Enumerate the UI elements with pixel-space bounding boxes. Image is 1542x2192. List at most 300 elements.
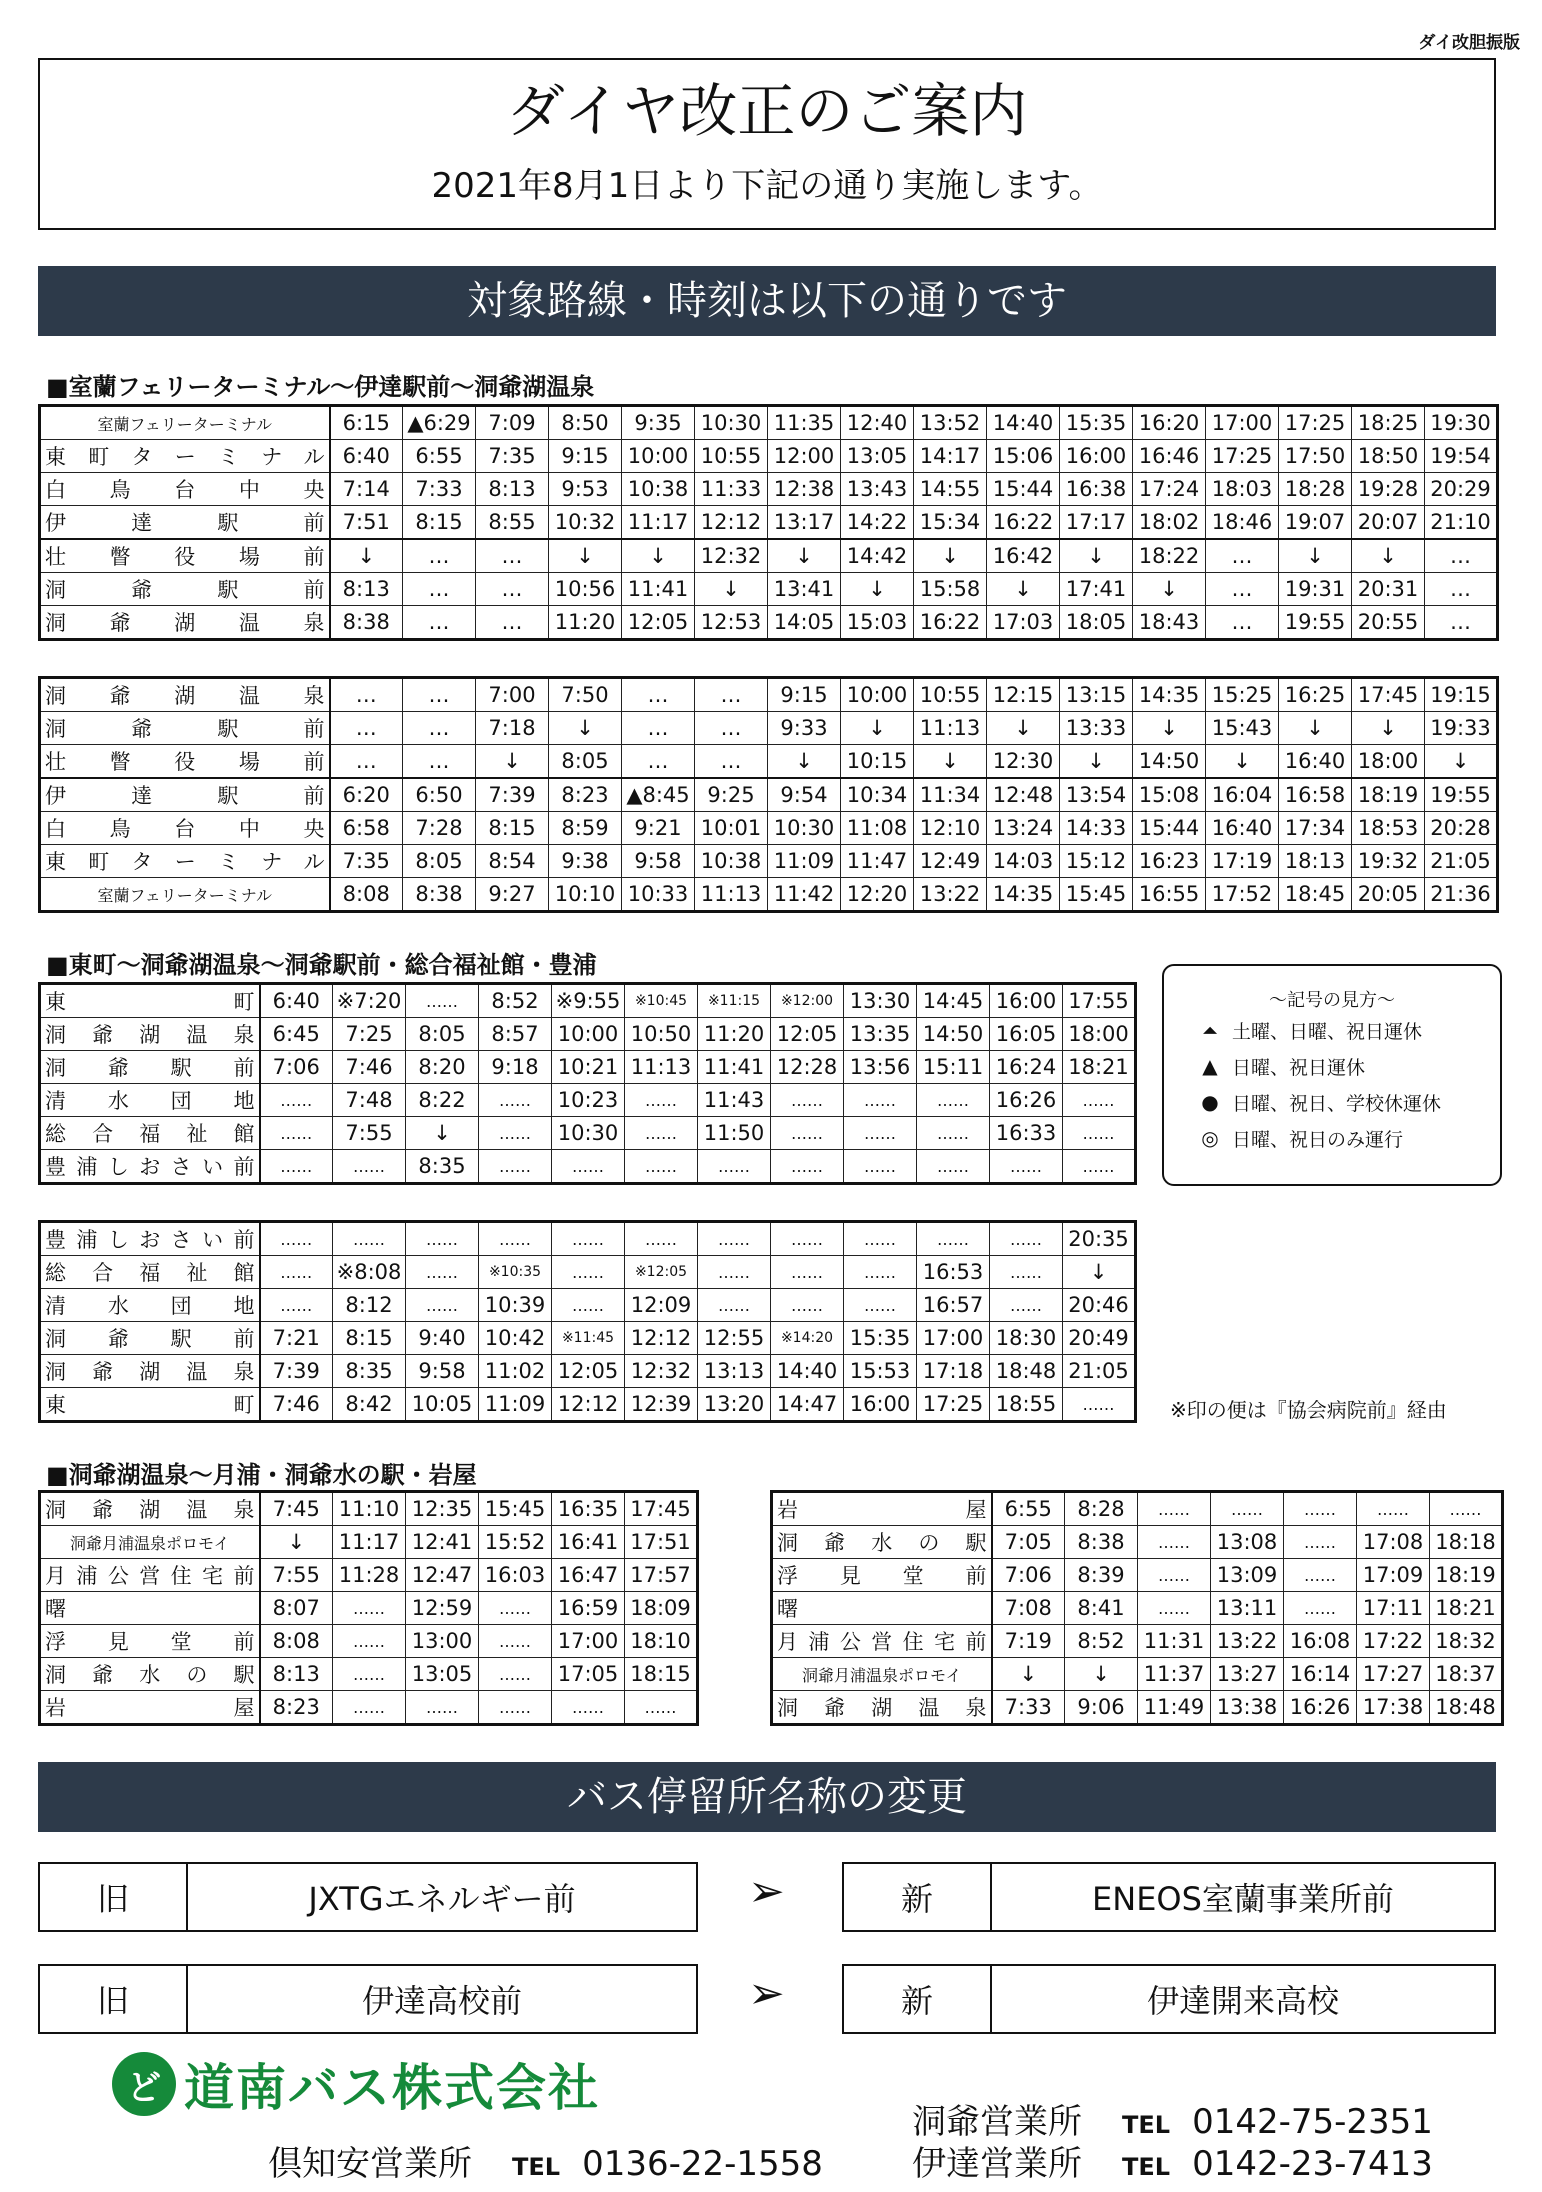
departure-time: 20:31 <box>1352 573 1425 606</box>
departure-time: 17:55 <box>1063 984 1136 1018</box>
departure-time: ※8:08 <box>333 1256 406 1289</box>
departure-time: 16:20 <box>1133 406 1206 440</box>
departure-time: … <box>622 745 695 779</box>
departure-time: 18:28 <box>1279 473 1352 506</box>
departure-time: 17:09 <box>1357 1559 1430 1592</box>
departure-time: 21:36 <box>1425 878 1498 912</box>
departure-time: 17:19 <box>1206 845 1279 878</box>
stop-name: 洞爺駅前 <box>40 1051 260 1084</box>
departure-time: 8:38 <box>330 606 403 640</box>
timetable-row <box>40 406 1498 440</box>
departure-time: 16:41 <box>552 1526 625 1559</box>
route2-note: ※印の便は『協会病院前』経由 <box>1170 1398 1447 1422</box>
departure-time: 14:47 <box>771 1388 844 1422</box>
departure-time: …… <box>1430 1492 1503 1526</box>
departure-time: 7:39 <box>476 778 549 812</box>
departure-time: …… <box>552 1222 625 1256</box>
departure-time: 18:00 <box>1352 745 1425 779</box>
departure-time: …… <box>552 1150 625 1184</box>
departure-time: 13:38 <box>1211 1691 1284 1725</box>
departure-time: 13:20 <box>698 1388 771 1422</box>
departure-time: …… <box>406 1691 479 1725</box>
timetable-row <box>772 1526 1503 1559</box>
stop-name: 総合福祉館 <box>40 1117 260 1150</box>
departure-time: 17:45 <box>625 1492 698 1526</box>
departure-time: …… <box>479 1691 552 1725</box>
departure-time: ※10:45 <box>625 984 698 1018</box>
old-name-box <box>38 1964 698 2034</box>
departure-time: … <box>1425 573 1498 606</box>
departure-time: ↓ <box>695 573 768 606</box>
departure-time: ↓ <box>1279 712 1352 745</box>
new-label: 新 <box>844 1864 992 1930</box>
departure-time: 18:00 <box>1063 1018 1136 1051</box>
departure-time: …… <box>1138 1492 1211 1526</box>
page-subtitle: 2021年8月1日より下記の通り実施します。 <box>431 166 1103 206</box>
departure-time: …… <box>844 1256 917 1289</box>
departure-time: …… <box>479 1117 552 1150</box>
departure-time: ↓ <box>987 712 1060 745</box>
departure-time: 16:40 <box>1206 812 1279 845</box>
departure-time: …… <box>1138 1526 1211 1559</box>
departure-time: 15:03 <box>841 606 914 640</box>
departure-time: 7:21 <box>260 1322 333 1355</box>
departure-time: 14:45 <box>917 984 990 1018</box>
departure-time: 18:22 <box>1133 539 1206 573</box>
departure-time: 10:33 <box>622 878 695 912</box>
departure-time: 14:35 <box>987 878 1060 912</box>
departure-time: 8:23 <box>260 1691 333 1725</box>
departure-time: 12:53 <box>695 606 768 640</box>
stop-name: 洞爺湖温泉 <box>40 1018 260 1051</box>
office-name: 倶知安営業所 <box>268 2144 472 2184</box>
departure-time: … <box>330 745 403 779</box>
departure-time: 14:05 <box>768 606 841 640</box>
departure-time: 16:38 <box>1060 473 1133 506</box>
departure-time: 15:06 <box>987 440 1060 473</box>
departure-time: 9:58 <box>622 845 695 878</box>
office-name: 洞爺営業所 <box>912 2102 1082 2142</box>
stop-name: 月浦公営住宅前 <box>40 1559 260 1592</box>
departure-time: 16:14 <box>1284 1658 1357 1691</box>
legend-text: 土曜、日曜、祝日運休 <box>1232 1020 1423 1043</box>
departure-time: 13:52 <box>914 406 987 440</box>
departure-time: 12:30 <box>987 745 1060 779</box>
departure-time: …… <box>844 1289 917 1322</box>
departure-time: 12:12 <box>695 506 768 540</box>
departure-time: 11:43 <box>698 1084 771 1117</box>
timetable-row <box>40 1526 698 1559</box>
departure-time: ↓ <box>622 539 695 573</box>
departure-time: …… <box>479 1222 552 1256</box>
departure-time: 18:18 <box>1430 1526 1503 1559</box>
departure-time: ↓ <box>1352 712 1425 745</box>
departure-time: … <box>403 539 476 573</box>
departure-time: 11:02 <box>479 1355 552 1388</box>
departure-time: 13:15 <box>1060 678 1133 712</box>
stop-name: 東町ターミナル <box>40 845 330 878</box>
departure-time: 16:04 <box>1206 778 1279 812</box>
departure-time: 18:43 <box>1133 606 1206 640</box>
departure-time: 16:40 <box>1279 745 1352 779</box>
departure-time: 10:00 <box>622 440 695 473</box>
departure-time: 10:15 <box>841 745 914 779</box>
departure-time: 6:20 <box>330 778 403 812</box>
departure-time: 8:15 <box>403 506 476 540</box>
departure-time: 6:58 <box>330 812 403 845</box>
departure-time: 11:20 <box>698 1018 771 1051</box>
header-note: ダイ改胆振版 <box>1418 33 1520 53</box>
departure-time: 15:45 <box>479 1492 552 1526</box>
departure-time: 14:22 <box>841 506 914 540</box>
departure-time: ↓ <box>260 1526 333 1559</box>
departure-time: 17:57 <box>625 1559 698 1592</box>
departure-time: 21:05 <box>1063 1355 1136 1388</box>
departure-time: …… <box>1063 1150 1136 1184</box>
departure-time: 18:25 <box>1352 406 1425 440</box>
new-name-box <box>842 1862 1496 1932</box>
departure-time: 18:19 <box>1430 1559 1503 1592</box>
timetable-row <box>772 1559 1503 1592</box>
departure-time: … <box>695 678 768 712</box>
stop-name: 曙 <box>40 1592 260 1625</box>
departure-time: 11:13 <box>695 878 768 912</box>
departure-time: …… <box>917 1222 990 1256</box>
departure-time: 15:34 <box>914 506 987 540</box>
departure-time: …… <box>1063 1388 1136 1422</box>
departure-time: 17:38 <box>1357 1691 1430 1725</box>
departure-time: … <box>622 712 695 745</box>
departure-time: 10:42 <box>479 1322 552 1355</box>
departure-time: 7:51 <box>330 506 403 540</box>
timetable-row <box>40 1222 1136 1256</box>
departure-time: …… <box>260 1117 333 1150</box>
timetable-row <box>40 1289 1136 1322</box>
timetable-row <box>40 606 1498 640</box>
double-triangle-icon: ⏶ <box>1202 1018 1218 1042</box>
departure-time: 8:20 <box>406 1051 479 1084</box>
departure-time: 13:22 <box>914 878 987 912</box>
stop-name: 洞爺月浦温泉ポロモイ <box>772 1658 992 1691</box>
departure-time: …… <box>260 1289 333 1322</box>
departure-time: 16:24 <box>990 1051 1063 1084</box>
departure-time: …… <box>625 1222 698 1256</box>
departure-time: …… <box>844 1150 917 1184</box>
double-circle-icon: ◎ <box>1201 1126 1219 1150</box>
stop-name: 洞爺湖温泉 <box>40 1355 260 1388</box>
departure-time: 10:05 <box>406 1388 479 1422</box>
stop-name: 洞爺駅前 <box>40 573 330 606</box>
departure-time: 8:13 <box>260 1658 333 1691</box>
departure-time: 20:28 <box>1425 812 1498 845</box>
departure-time: 18:02 <box>1133 506 1206 540</box>
departure-time: 21:10 <box>1425 506 1498 540</box>
departure-time: …… <box>1284 1559 1357 1592</box>
departure-time: 18:55 <box>990 1388 1063 1422</box>
departure-time: 9:53 <box>549 473 622 506</box>
departure-time: 8:35 <box>333 1355 406 1388</box>
timetable-row <box>772 1625 1503 1658</box>
departure-time: 16:53 <box>917 1256 990 1289</box>
timetable-row <box>40 1388 1136 1422</box>
departure-time: 7:25 <box>333 1018 406 1051</box>
departure-time: 15:35 <box>1060 406 1133 440</box>
departure-time: … <box>1425 606 1498 640</box>
stop-name: 浮見堂前 <box>772 1559 992 1592</box>
departure-time: 7:55 <box>260 1559 333 1592</box>
departure-time: 17:24 <box>1133 473 1206 506</box>
departure-time: …… <box>917 1084 990 1117</box>
departure-time: ▲8:45 <box>622 778 695 812</box>
new-name: ENEOS室蘭事業所前 <box>1092 1880 1394 1918</box>
timetable-row <box>40 1691 698 1725</box>
timetable-row <box>40 440 1498 473</box>
stop-name: 総合福祉館 <box>40 1256 260 1289</box>
timetable-row <box>772 1658 1503 1691</box>
departure-time: 11:28 <box>333 1559 406 1592</box>
departure-time: 18:53 <box>1352 812 1425 845</box>
departure-time: … <box>330 712 403 745</box>
departure-time: 9:15 <box>549 440 622 473</box>
stop-name: 洞爺水の駅 <box>40 1658 260 1691</box>
departure-time: 14:50 <box>917 1018 990 1051</box>
timetable-row <box>40 1355 1136 1388</box>
stop-name: 洞爺駅前 <box>40 1322 260 1355</box>
legend-title: ～記号の見方～ <box>1269 990 1395 1011</box>
stop-name: 清水団地 <box>40 1289 260 1322</box>
departure-time: 18:46 <box>1206 506 1279 540</box>
departure-time: …… <box>479 1658 552 1691</box>
departure-time: 8:15 <box>333 1322 406 1355</box>
stop-name: 室蘭フェリーターミナル <box>40 878 330 912</box>
departure-time: 7:46 <box>260 1388 333 1422</box>
stop-name: 壮瞥役場前 <box>40 539 330 573</box>
departure-time: 11:41 <box>698 1051 771 1084</box>
departure-time: 14:50 <box>1133 745 1206 779</box>
timetable-row <box>772 1492 1503 1526</box>
stop-name: 壮瞥役場前 <box>40 745 330 779</box>
departure-time: 9:33 <box>768 712 841 745</box>
departure-time: … <box>1425 539 1498 573</box>
departure-time: 12:09 <box>625 1289 698 1322</box>
stop-name: 岩屋 <box>40 1691 260 1725</box>
departure-time: 15:35 <box>844 1322 917 1355</box>
old-label: 旧 <box>40 1864 188 1930</box>
departure-time: …… <box>406 1222 479 1256</box>
departure-time: 7:33 <box>992 1691 1065 1725</box>
departure-time: 16:58 <box>1279 778 1352 812</box>
departure-time: 16:35 <box>552 1492 625 1526</box>
departure-time: …… <box>333 1691 406 1725</box>
departure-time: 8:42 <box>333 1388 406 1422</box>
departure-time: 10:30 <box>695 406 768 440</box>
departure-time: 14:33 <box>1060 812 1133 845</box>
departure-time: 11:09 <box>479 1388 552 1422</box>
departure-time: 8:50 <box>549 406 622 440</box>
page-title: ダイヤ改正のご案内 <box>506 77 1028 145</box>
stop-name: 東町ターミナル <box>40 440 330 473</box>
departure-time: 15:58 <box>914 573 987 606</box>
stop-name: 白鳥台中央 <box>40 812 330 845</box>
departure-time: 20:29 <box>1425 473 1498 506</box>
stop-name: 洞爺湖温泉 <box>772 1691 992 1725</box>
departure-time: 16:23 <box>1133 845 1206 878</box>
departure-time: …… <box>1138 1592 1211 1625</box>
departure-time: 8:55 <box>476 506 549 540</box>
departure-time: 11:09 <box>768 845 841 878</box>
departure-time: 14:17 <box>914 440 987 473</box>
departure-time: 11:34 <box>914 778 987 812</box>
departure-time: 15:44 <box>1133 812 1206 845</box>
departure-time: 18:13 <box>1279 845 1352 878</box>
departure-time: 7:19 <box>992 1625 1065 1658</box>
departure-time: 18:50 <box>1352 440 1425 473</box>
departure-time: 10:55 <box>695 440 768 473</box>
departure-time: ※14:20 <box>771 1322 844 1355</box>
departure-time: 20:46 <box>1063 1289 1136 1322</box>
departure-time: 16:25 <box>1279 678 1352 712</box>
departure-time: 12:00 <box>768 440 841 473</box>
departure-time: 12:12 <box>552 1388 625 1422</box>
departure-time: 19:31 <box>1279 573 1352 606</box>
departure-time: 8:59 <box>549 812 622 845</box>
timetable-row <box>40 1658 698 1691</box>
departure-time: 9:38 <box>549 845 622 878</box>
timetable-row <box>40 812 1498 845</box>
office-date <box>912 2136 1433 2185</box>
tel-label: TEL <box>1122 2153 1171 2181</box>
departure-time: ※12:00 <box>771 984 844 1018</box>
legend-text: 日曜、祝日、学校休運休 <box>1232 1092 1442 1115</box>
departure-time: 10:30 <box>552 1117 625 1150</box>
departure-time: 7:14 <box>330 473 403 506</box>
departure-time: 11:41 <box>622 573 695 606</box>
departure-time: …… <box>844 1117 917 1150</box>
departure-time: 8:38 <box>403 878 476 912</box>
departure-time: 13:22 <box>1211 1625 1284 1658</box>
departure-time: ↓ <box>1279 539 1352 573</box>
departure-time: …… <box>990 1150 1063 1184</box>
departure-time: 12:48 <box>987 778 1060 812</box>
departure-time: 14:55 <box>914 473 987 506</box>
departure-time: 15:11 <box>917 1051 990 1084</box>
legend-item <box>1164 1120 1500 1156</box>
departure-time: 8:38 <box>1065 1526 1138 1559</box>
departure-time: 6:55 <box>992 1492 1065 1526</box>
departure-time: 10:32 <box>549 506 622 540</box>
route1-outbound-table <box>38 404 1499 641</box>
stop-name: 洞爺湖温泉 <box>40 678 330 712</box>
departure-time: … <box>1206 606 1279 640</box>
departure-time: …… <box>771 1150 844 1184</box>
departure-time: 13:30 <box>844 984 917 1018</box>
departure-time: 12:10 <box>914 812 987 845</box>
departure-time: 7:35 <box>476 440 549 473</box>
departure-time: 8:12 <box>333 1289 406 1322</box>
stop-name: 清水団地 <box>40 1084 260 1117</box>
departure-time: 14:42 <box>841 539 914 573</box>
departure-time: …… <box>1284 1492 1357 1526</box>
departure-time: …… <box>698 1289 771 1322</box>
departure-time: …… <box>333 1625 406 1658</box>
departure-time: 7:39 <box>260 1355 333 1388</box>
departure-time: ↓ <box>330 539 403 573</box>
office-tel: 0142-75-2351 <box>1192 2102 1433 2142</box>
timetable-row <box>40 745 1498 779</box>
departure-time: 9:06 <box>1065 1691 1138 1725</box>
departure-time: ↓ <box>841 573 914 606</box>
departure-time: 16:00 <box>990 984 1063 1018</box>
departure-time: … <box>1206 573 1279 606</box>
departure-time: 12:38 <box>768 473 841 506</box>
old-name: 伊達高校前 <box>361 1982 522 2020</box>
departure-time: … <box>695 745 768 779</box>
stop-name: 曙 <box>772 1592 992 1625</box>
departure-time: ↓ <box>549 712 622 745</box>
departure-time: 17:45 <box>1352 678 1425 712</box>
timetable-row <box>40 878 1498 912</box>
departure-time: 17:08 <box>1357 1526 1430 1559</box>
departure-time: 17:50 <box>1279 440 1352 473</box>
timetable-row <box>40 1592 698 1625</box>
departure-time: 16:33 <box>990 1117 1063 1150</box>
departure-time: … <box>622 678 695 712</box>
departure-time: 20:55 <box>1352 606 1425 640</box>
timetable-row <box>40 506 1498 540</box>
departure-time: …… <box>990 1289 1063 1322</box>
departure-time: 20:35 <box>1063 1222 1136 1256</box>
departure-time: 10:21 <box>552 1051 625 1084</box>
stop-name: 伊達駅前 <box>40 506 330 540</box>
timetable-row <box>40 539 1498 573</box>
departure-time: 11:50 <box>698 1117 771 1150</box>
departure-time: …… <box>333 1592 406 1625</box>
departure-time: 6:40 <box>260 984 333 1018</box>
departure-time: 17:18 <box>917 1355 990 1388</box>
departure-time: …… <box>990 1256 1063 1289</box>
departure-time: …… <box>333 1658 406 1691</box>
departure-time: … <box>330 678 403 712</box>
departure-time: …… <box>1211 1492 1284 1526</box>
departure-time: 8:15 <box>476 812 549 845</box>
departure-time: 7:55 <box>333 1117 406 1150</box>
departure-time: 8:39 <box>1065 1559 1138 1592</box>
stop-name: 岩屋 <box>772 1492 992 1526</box>
departure-time: 7:05 <box>992 1526 1065 1559</box>
departure-time: 19:32 <box>1352 845 1425 878</box>
departure-time: 14:03 <box>987 845 1060 878</box>
departure-time: ↓ <box>406 1117 479 1150</box>
filled-circle-icon: ● <box>1201 1090 1219 1114</box>
departure-time: 19:07 <box>1279 506 1352 540</box>
departure-time: 14:40 <box>771 1355 844 1388</box>
departure-time: 11:08 <box>841 812 914 845</box>
departure-time: 12:40 <box>841 406 914 440</box>
stop-name: 伊達駅前 <box>40 778 330 812</box>
departure-time: 7:50 <box>549 678 622 712</box>
departure-time: 8:54 <box>476 845 549 878</box>
departure-time: 13:05 <box>406 1658 479 1691</box>
route3-return-table <box>770 1490 1504 1726</box>
departure-time: 13:00 <box>406 1625 479 1658</box>
legend-text: 日曜、祝日運休 <box>1232 1056 1366 1079</box>
departure-time: …… <box>260 1150 333 1184</box>
company-name: 道南バス株式会社 <box>184 2059 600 2117</box>
departure-time: 17:51 <box>625 1526 698 1559</box>
symbol-legend <box>1162 964 1502 1186</box>
departure-time: …… <box>479 1625 552 1658</box>
departure-time: 7:18 <box>476 712 549 745</box>
